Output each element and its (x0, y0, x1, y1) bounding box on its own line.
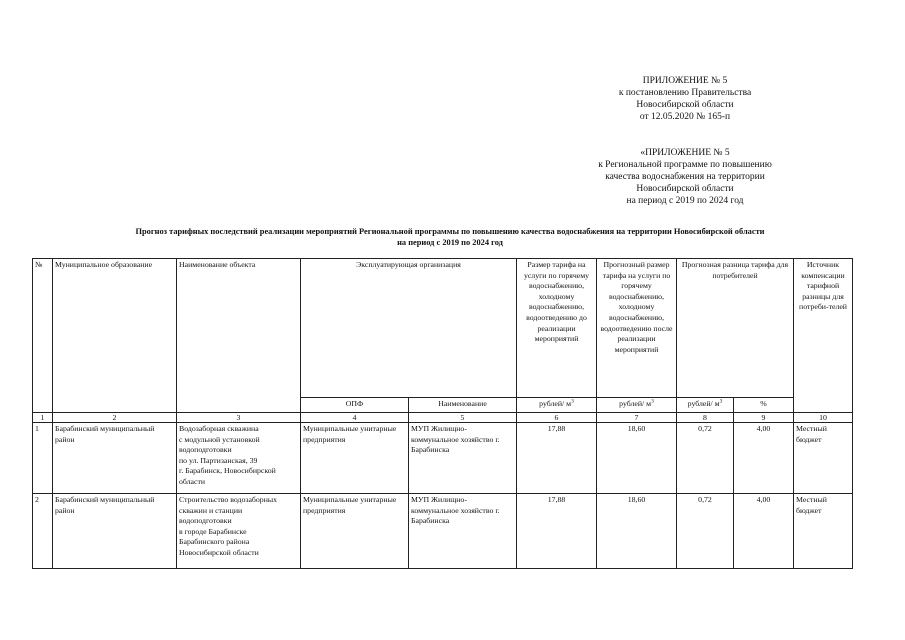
row-source: Местный бюджет (794, 494, 853, 569)
object-line: г. Барабинск, Новосибирской (179, 466, 276, 476)
object-line: Барабинского района (179, 537, 250, 547)
row-tariff-after: 18,60 (597, 494, 677, 569)
annex-line: на период с 2019 по 2024 год (626, 196, 744, 206)
unit-text: рублей/ м (539, 399, 572, 408)
annex-heading: «ПРИЛОЖЕНИЕ № 5 (640, 148, 730, 158)
column-number: 2 (53, 413, 177, 423)
row-num: 2 (33, 494, 53, 569)
header-unit (597, 398, 677, 413)
unit-text: рублей/ м (619, 399, 652, 408)
title-line: на период с 2019 по 2024 год (397, 238, 503, 247)
header-operator: Эксплуатирующая организация (301, 259, 517, 398)
header-tariff-size: Размер тарифа на услуги по горячему водоснабжению, холодному водоснабжению, водоотведению до реализации мероприятий (517, 259, 597, 398)
row-tariff-before: 17,88 (517, 494, 597, 569)
annex-line: Новосибирской области (636, 184, 734, 194)
table-row (33, 494, 853, 569)
program-annex (560, 147, 810, 207)
row-diff-rub: 0,72 (677, 494, 734, 569)
object-line: с модульной установкой (179, 434, 260, 444)
header-unit (517, 398, 597, 413)
column-number: 9 (734, 413, 794, 423)
column-number: 4 (301, 413, 409, 423)
annex-heading: ПРИЛОЖЕНИЕ № 5 (642, 76, 728, 86)
column-number: 7 (597, 413, 677, 423)
unit-exponent: 3 (571, 398, 574, 405)
header-unit-pct: % (734, 398, 794, 413)
header-unit (677, 398, 734, 413)
row-diff-pct: 4,00 (734, 494, 794, 569)
title-line: Прогноз тарифных последствий реализации мероприятий Региональной программы по повышению качества водоснабжения на территории Новосибирской области (135, 227, 765, 236)
row-tariff-before: 17,88 (517, 423, 597, 494)
header-source: Источник компенсации тарифной разницы для потреби-телей (794, 259, 853, 413)
row-municipality: Барабинский муниципальный район (53, 494, 177, 569)
annex-line: к Региональной программе по повышению (598, 160, 772, 170)
header-object: Наименование объекта (177, 259, 301, 413)
column-number: 5 (409, 413, 517, 423)
annex-line: качества водоснабжения на территории (605, 172, 765, 182)
header-municipality: Муниципальное образование (53, 259, 177, 413)
table-row (33, 423, 853, 494)
object-line: Новосибирской области (179, 547, 259, 557)
header-opf: ОПФ (301, 398, 409, 413)
object-line: Строительство водозаборных (179, 495, 278, 504)
header-row (33, 259, 853, 398)
row-opf: Муниципальные унитарные предприятия (301, 423, 409, 494)
row-opf: Муниципальные унитарные предприятия (301, 494, 409, 569)
row-diff-pct: 4,00 (734, 423, 794, 494)
row-diff-rub: 0,72 (677, 423, 734, 494)
header-operator-name: Наименование (409, 398, 517, 413)
row-num: 1 (33, 423, 53, 494)
column-number: 3 (177, 413, 301, 423)
government-decree-annex (560, 75, 810, 123)
object-line: скважин и станции (179, 505, 243, 515)
row-object (177, 423, 301, 494)
header-tariff-forecast: Прогнозный размер тарифа на услуги по горячему водоснабжению, холодному водоснабжению, водоотведению после реализации мероприятий (597, 259, 677, 398)
row-object (177, 494, 301, 569)
column-number: 6 (517, 413, 597, 423)
unit-exponent: 3 (651, 398, 654, 405)
object-line: водоподготовки (179, 516, 232, 526)
column-number-row (33, 413, 853, 423)
column-number: 8 (677, 413, 734, 423)
header-tariff-diff: Прогнозная разница тарифа для потребителей (677, 259, 794, 398)
row-operator-name: МУП Жилищно-коммунальное хозяйство г. Барабинска (409, 494, 517, 569)
document-title (40, 226, 860, 248)
object-line: в городе Барабинске (179, 526, 247, 536)
annex-date: от 12.05.2020 № 165-п (639, 112, 731, 122)
annex-line: к постановлению Правительства (618, 88, 752, 98)
object-line: области (179, 476, 206, 486)
row-municipality: Барабинский муниципальный район (53, 423, 177, 494)
unit-exponent: 3 (719, 398, 723, 405)
object-line: водоподготовки (179, 445, 232, 455)
annex-line: Новосибирской области (636, 100, 734, 110)
row-source: Местный бюджет (794, 423, 853, 494)
column-number: 1 (33, 413, 53, 423)
tariff-forecast-table (32, 258, 853, 569)
row-operator-name: МУП Жилищно-коммунальное хозяйство г. Барабинска (409, 423, 517, 494)
column-number: 10 (794, 413, 853, 423)
object-line: по ул. Партизанская, 39 (179, 455, 258, 465)
header-num: № (33, 259, 53, 413)
row-tariff-after: 18,60 (597, 423, 677, 494)
object-line: Водозаборная скважина (179, 424, 259, 433)
unit-text: рублей/ м (687, 399, 720, 408)
